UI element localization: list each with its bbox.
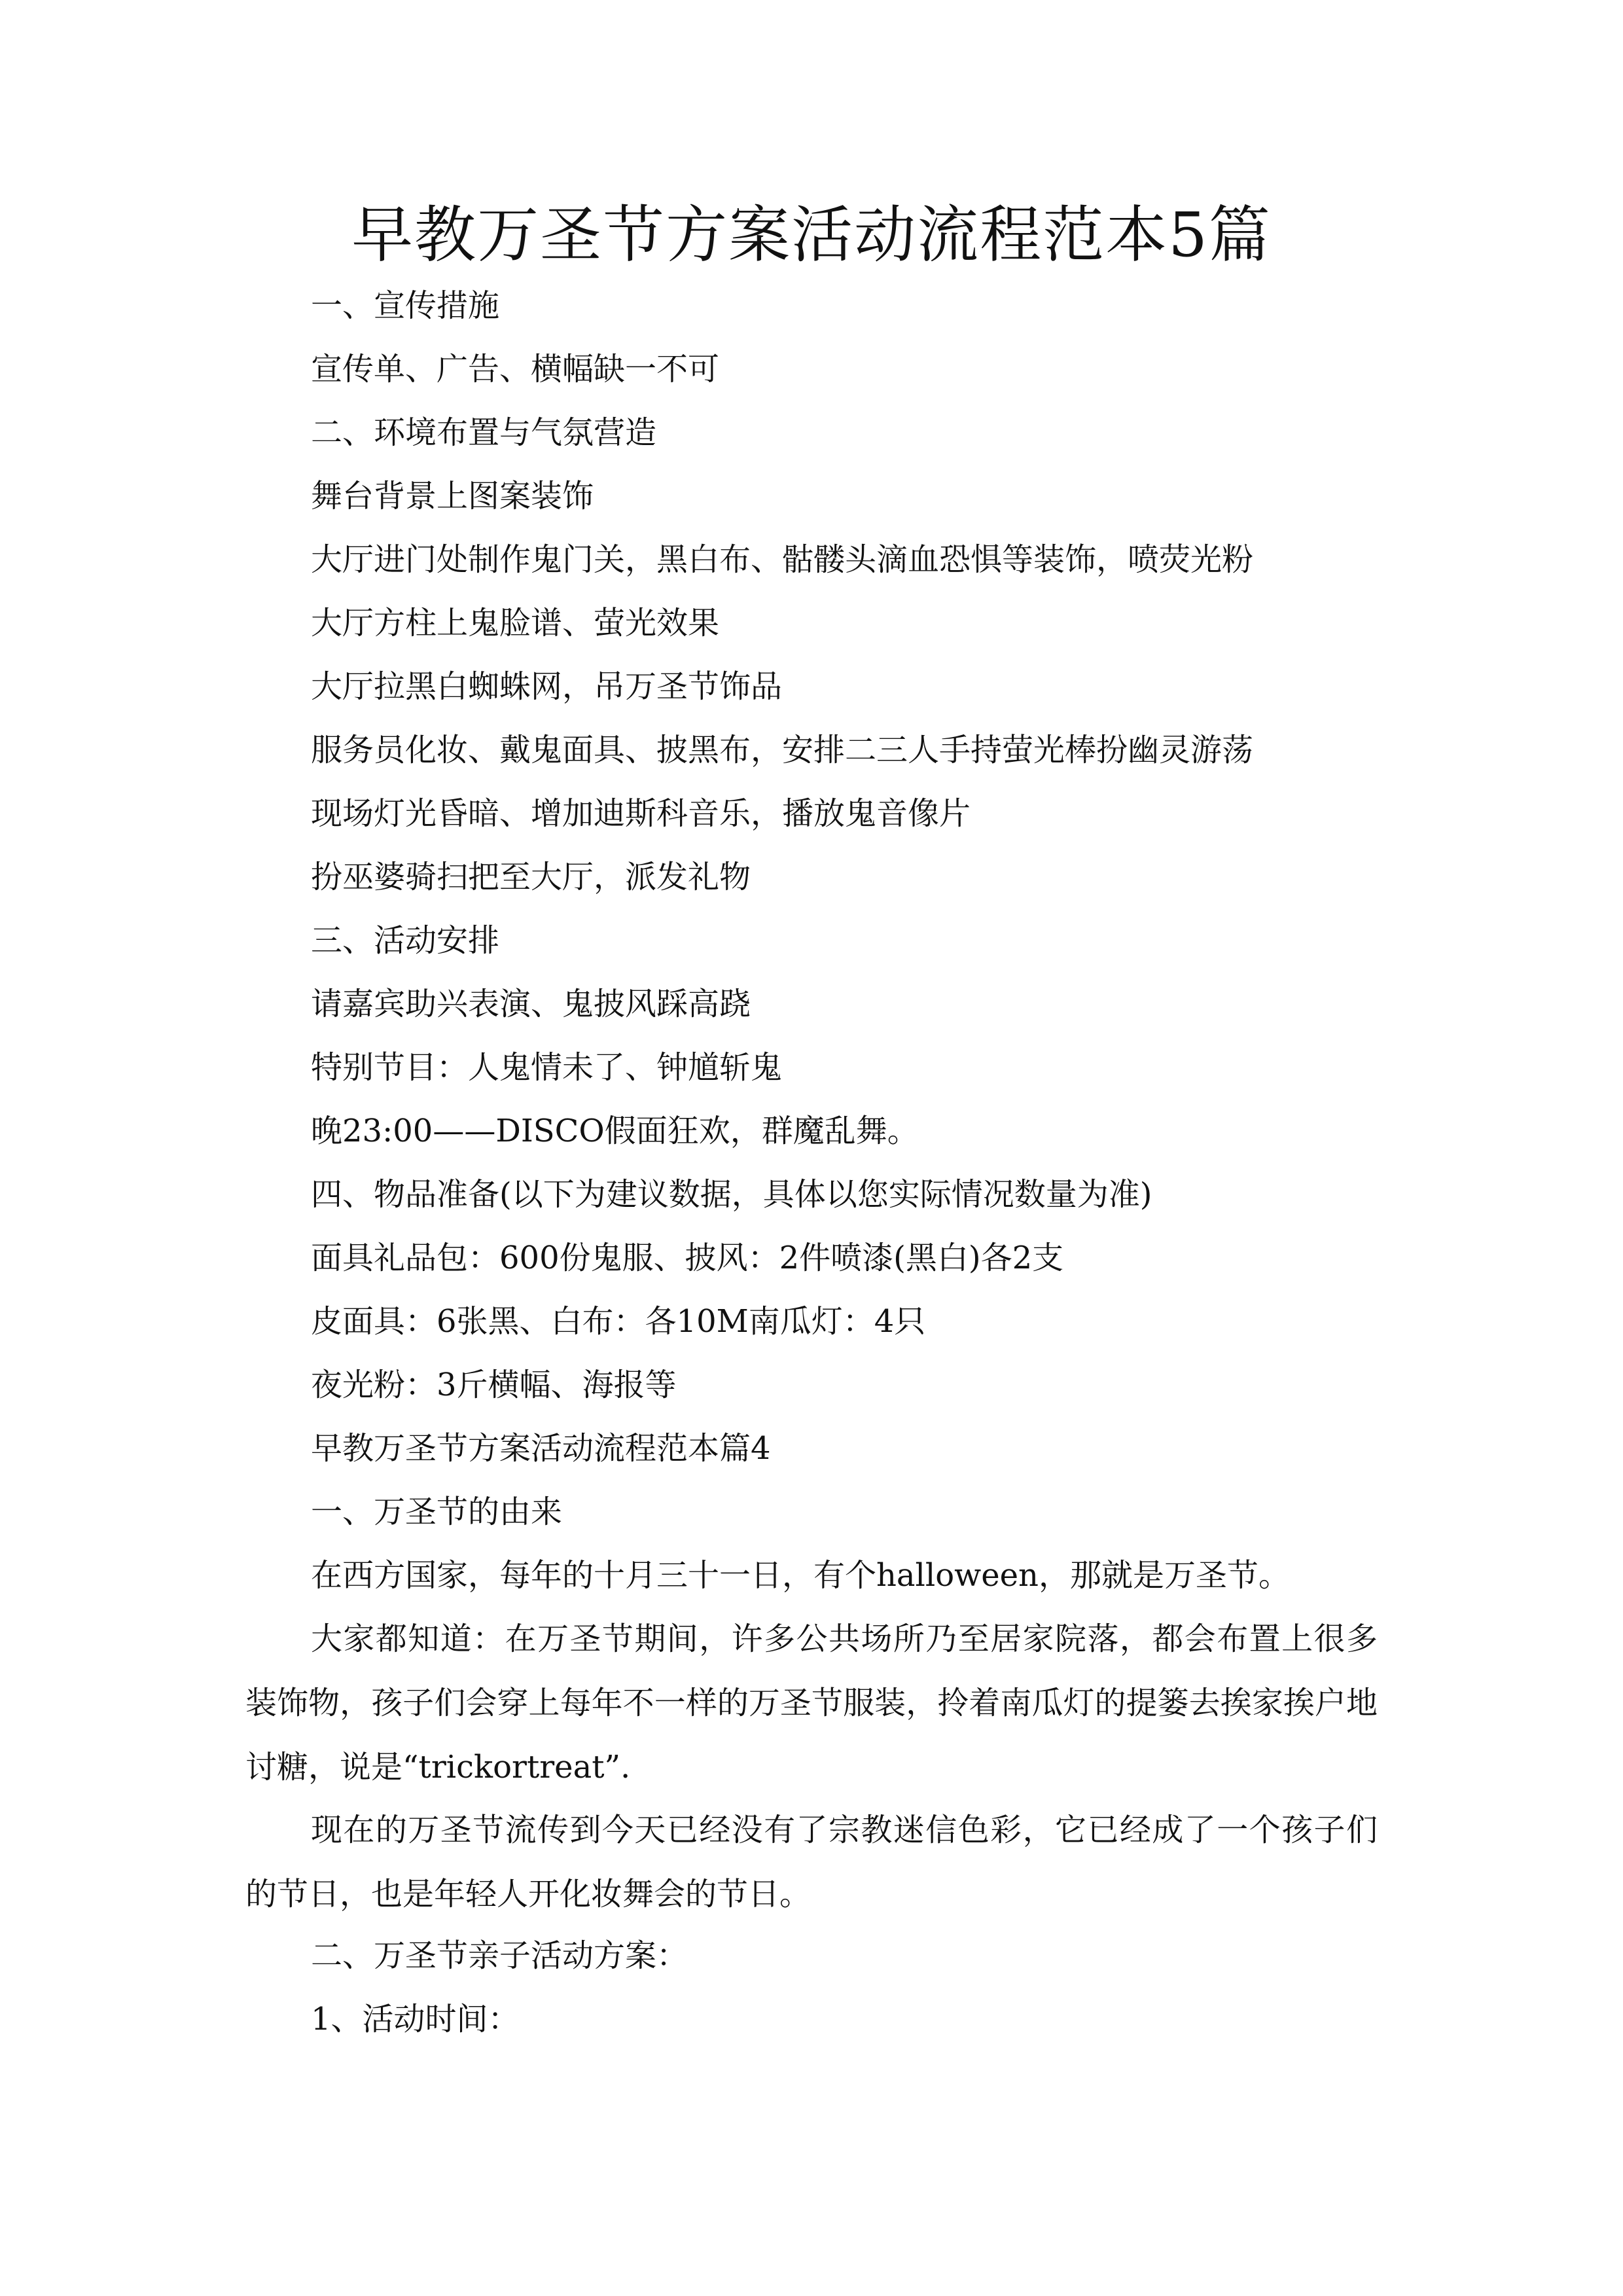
body-line: 在西方国家，每年的十月三十一日，有个halloween，那就是万圣节。	[311, 1557, 1290, 1594]
article-heading: 早教万圣节方案活动流程范本篇4	[311, 1430, 771, 1467]
body-line: 服务员化妆、戴鬼面具、披黑布，安排二三人手持萤光棒扮幽灵游荡	[311, 732, 1254, 768]
section-heading-origin: 一、万圣节的由来	[311, 1494, 563, 1530]
list-item-activity-time: 1、活动时间：	[311, 2001, 520, 2037]
body-line: 现场灯光昏暗、增加迪斯科音乐，播放鬼音像片	[311, 795, 971, 832]
body-line: 扮巫婆骑扫把至大厅，派发礼物	[311, 859, 751, 895]
body-line: 晚23:00——DISCO假面狂欢，群魔乱舞。	[311, 1113, 919, 1149]
body-line: 大厅拉黑白蜘蛛网，吊万圣节饰品	[311, 668, 783, 705]
body-paragraph: 大家都知道：在万圣节期间，许多公共场所乃至居家院落，都会布置上很多装饰物，孩子们会穿上每年不一样的万圣节服装，拎着南瓜灯的提篓去挨家挨户地讨糖，说是“trickortreat”.	[245, 1621, 1378, 1785]
body-line: 大厅方柱上鬼脸谱、萤光效果	[311, 605, 720, 641]
body-line: 大厅进门处制作鬼门关，黑白布、骷髅头滴血恐惧等装饰，喷荧光粉	[311, 541, 1254, 578]
section-heading-publicity: 一、宣传措施	[311, 287, 500, 324]
section-heading-environment: 二、环境布置与气氛营造	[311, 414, 657, 451]
body-line: 舞台背景上图案装饰	[311, 478, 594, 514]
body-line: 宣传单、广告、横幅缺一不可	[311, 351, 720, 387]
body-line: 夜光粉：3斤横幅、海报等	[311, 1367, 677, 1403]
body-line: 面具礼品包：600份鬼服、披风：2件喷漆(黑白)各2支	[311, 1240, 1064, 1276]
section-heading-supplies: 四、物品准备(以下为建议数据，具体以您实际情况数量为准)	[311, 1176, 1152, 1213]
body-line: 请嘉宾助兴表演、鬼披风踩高跷	[311, 986, 751, 1022]
body-paragraph: 现在的万圣节流传到今天已经没有了宗教迷信色彩，它已经成了一个孩子们的节日，也是年轻人开化妆舞会的节日。	[245, 1812, 1378, 1912]
body-line: 皮面具：6张黑、白布：各10M南瓜灯：4只	[311, 1303, 926, 1340]
document-title: 早教万圣节方案活动流程范本5篇	[351, 200, 1272, 271]
section-heading-schedule: 三、活动安排	[311, 922, 500, 959]
body-line: 特别节目：人鬼情未了、钟馗斩鬼	[311, 1049, 783, 1086]
section-heading-activity-plan: 二、万圣节亲子活动方案：	[311, 1937, 688, 1974]
